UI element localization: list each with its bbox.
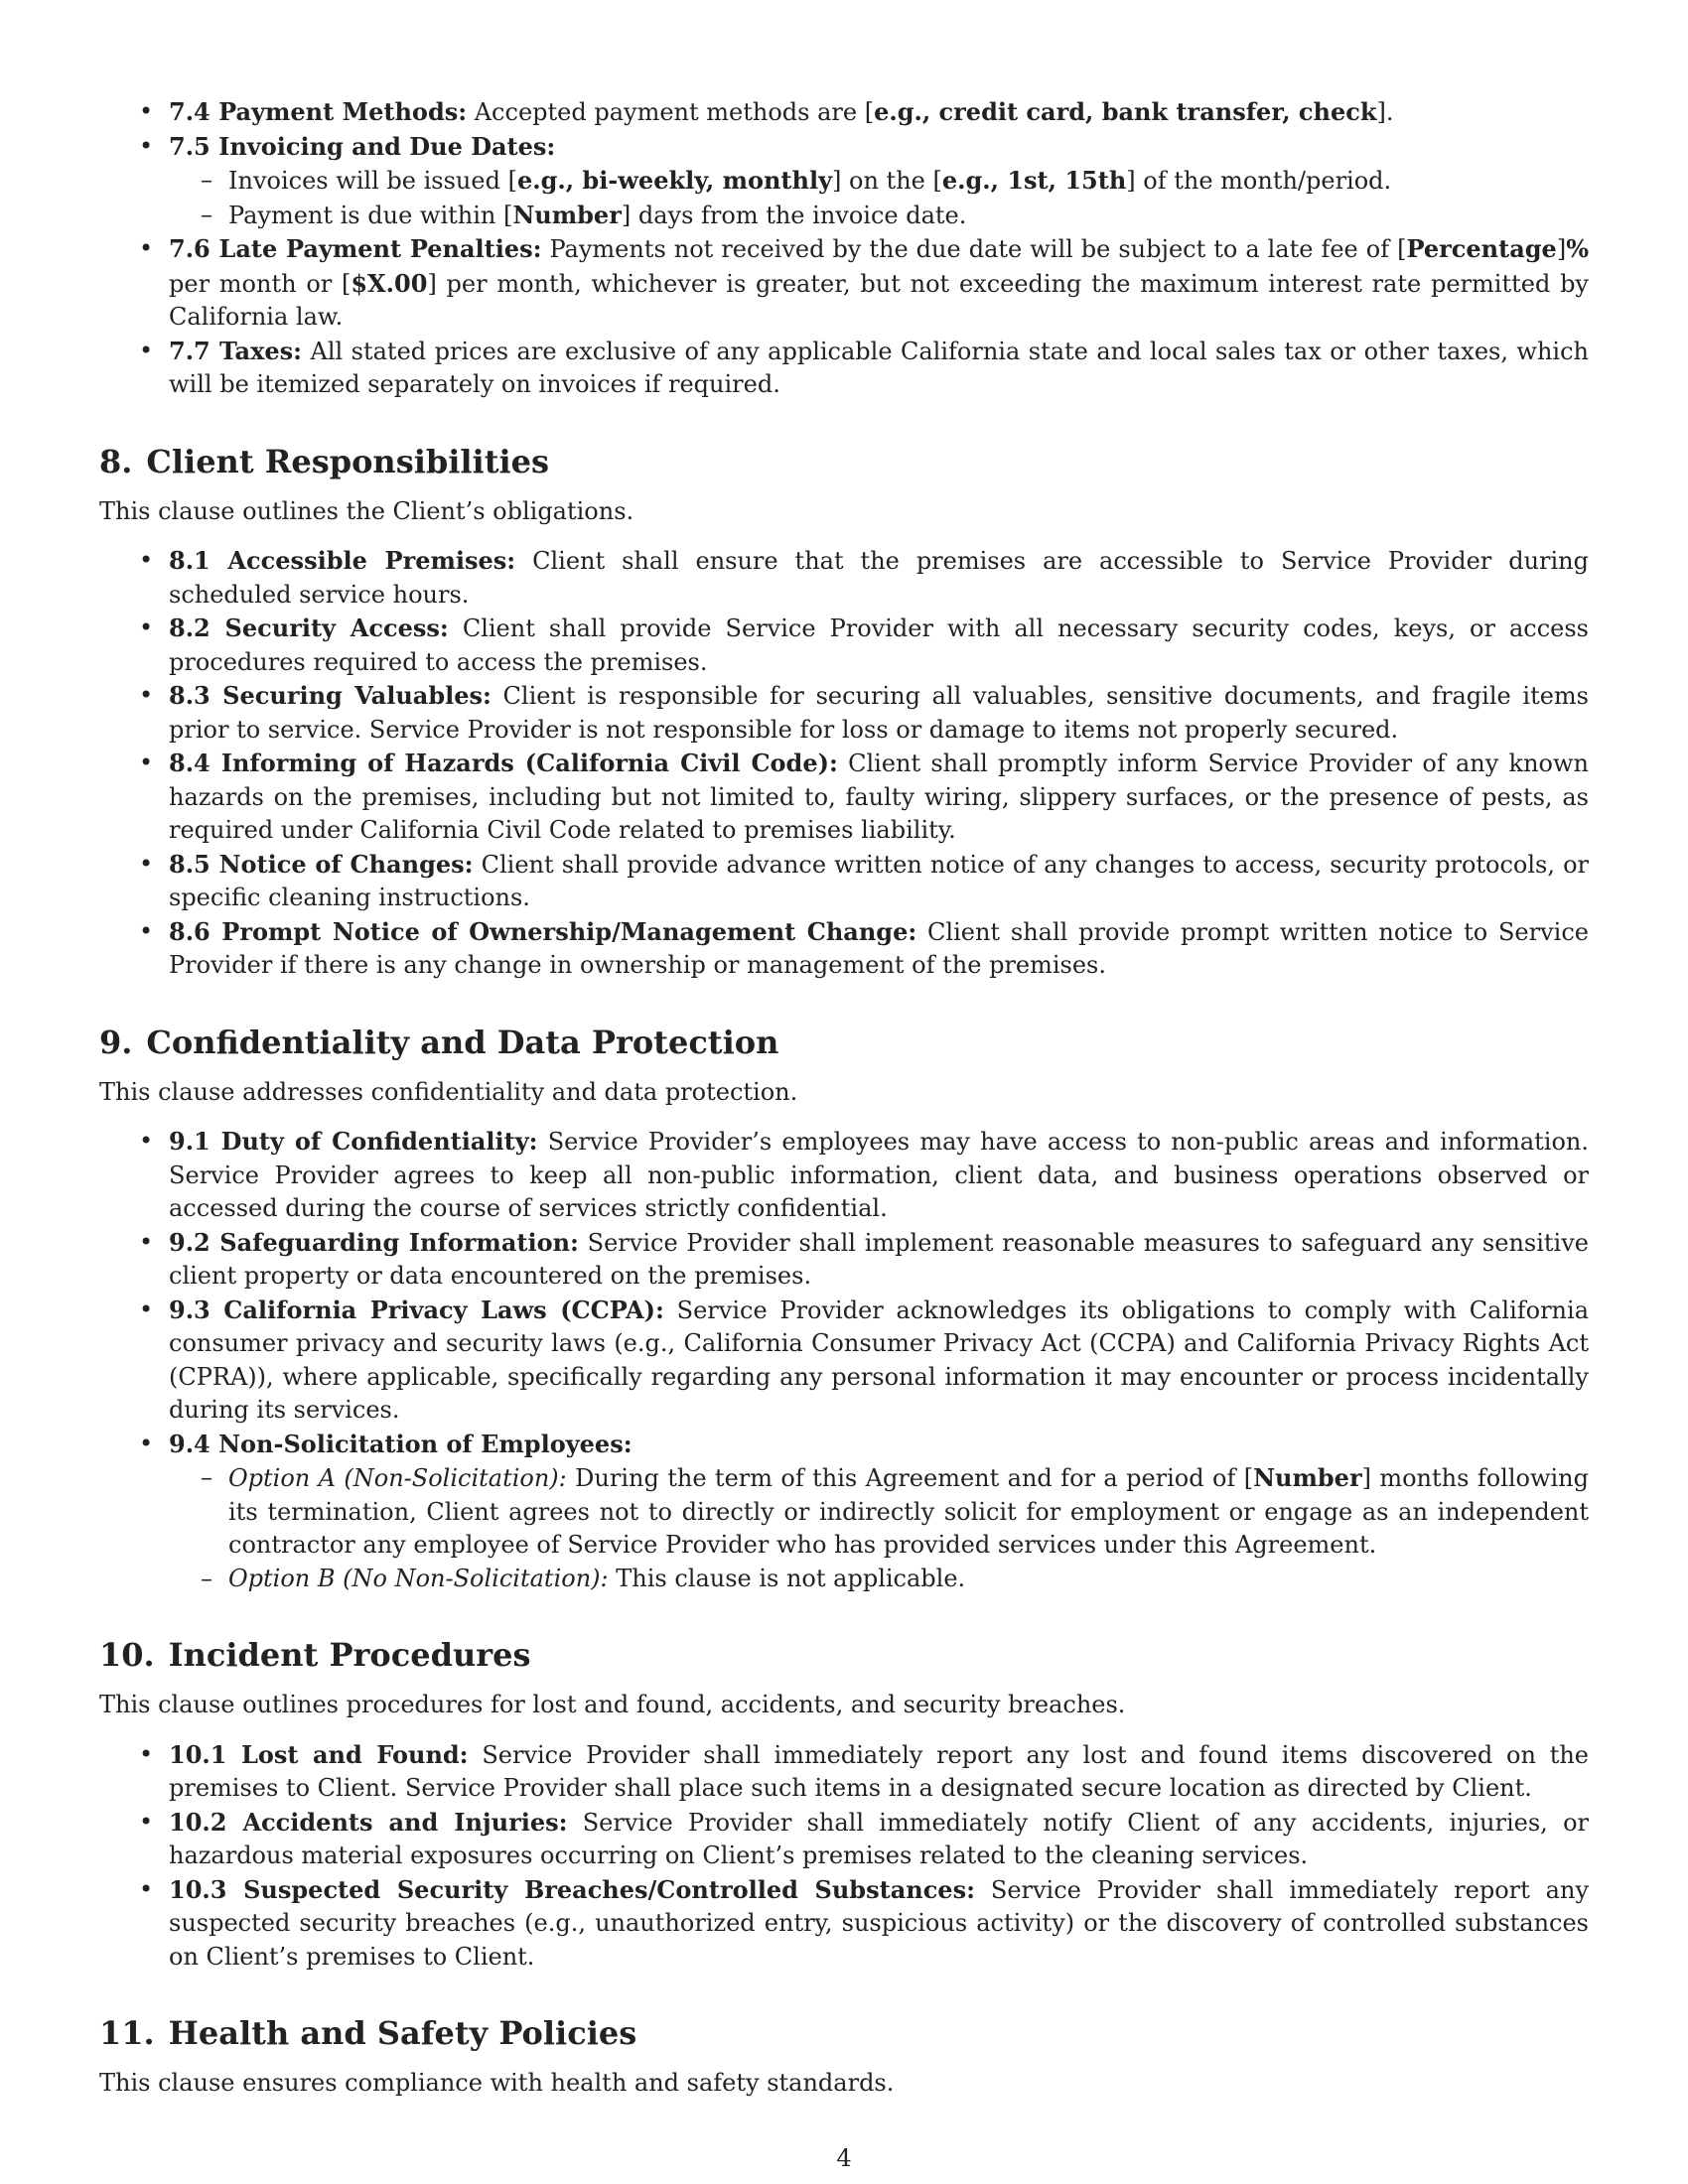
clause-text: Invoices will be issued [ bbox=[228, 167, 517, 195]
clause-label: 10.2 Accidents and Injuries: bbox=[169, 1807, 568, 1837]
clause-10-1 bbox=[99, 1738, 1589, 1806]
section-10-list bbox=[99, 1738, 1589, 1975]
section-number: 10. bbox=[99, 1636, 155, 1674]
clause-7-5-sublist bbox=[169, 164, 1589, 232]
clause-text: This clause is not applicable. bbox=[608, 1564, 966, 1592]
section-7-list bbox=[99, 95, 1589, 402]
clause-label: 8.3 Securing Valuables: bbox=[169, 681, 492, 710]
placeholder-text: Number bbox=[512, 200, 622, 229]
clause-text: Payment is due within [ bbox=[228, 201, 513, 229]
section-number: 8. bbox=[99, 442, 133, 480]
clause-text: ]. bbox=[1376, 98, 1394, 126]
clause-7-5 bbox=[99, 130, 1589, 233]
clause-7-7 bbox=[99, 335, 1589, 402]
section-11-intro: This clause ensures compliance with health and safety standards. bbox=[99, 2069, 895, 2097]
clause-8-2 bbox=[99, 612, 1589, 679]
clause-label: 9.1 Duty of Confidentiality: bbox=[169, 1127, 538, 1156]
clause-7-4 bbox=[99, 95, 1589, 130]
clause-label: 9.4 Non-Solicitation of Employees: bbox=[169, 1429, 633, 1458]
clause-text: Service Provider shall implement reasonable measures to safeguard any sensitive client property or data encountered on the premises. bbox=[169, 1228, 1589, 1290]
clause-label: 9.3 California Privacy Laws (CCPA): bbox=[169, 1295, 664, 1324]
section-title: Client Responsibilities bbox=[146, 442, 550, 480]
section-10-heading bbox=[99, 1635, 1589, 1675]
clause-7-6 bbox=[99, 232, 1589, 335]
clause-9-1 bbox=[99, 1125, 1589, 1226]
placeholder-text: $X.00 bbox=[351, 268, 428, 298]
page-number: 4 bbox=[836, 2144, 852, 2172]
sub-item bbox=[169, 199, 1589, 233]
clause-label: 7.5 Invoicing and Due Dates: bbox=[169, 131, 556, 161]
clause-10-3 bbox=[99, 1873, 1589, 1975]
placeholder-text: Percentage bbox=[1406, 234, 1557, 263]
section-8-list bbox=[99, 544, 1589, 983]
clause-text: Service Provider’s employees may have access to non-public areas and information. Service Provider agrees to keep all non-public information, client data, and business operations observed or accessed during the course of services strictly confidential. bbox=[169, 1128, 1589, 1222]
sub-item bbox=[169, 164, 1589, 199]
clause-text: ] bbox=[1556, 235, 1567, 263]
section-title: Health and Safety Policies bbox=[168, 2014, 637, 2052]
placeholder-text: e.g., 1st, 15th bbox=[941, 166, 1127, 195]
clause-text: ] of the month/period. bbox=[1126, 167, 1392, 195]
placeholder-text: e.g., credit card, bank transfer, check bbox=[874, 97, 1377, 126]
clause-label: 9.2 Safeguarding Information: bbox=[169, 1227, 579, 1257]
clause-text: Client shall provide prompt written notice to Service Provider if there is any change in ownership or management of the premises. bbox=[169, 917, 1589, 979]
clause-9-4 bbox=[99, 1428, 1589, 1596]
clause-text: Service Provider acknowledges its obligations to comply with California consumer privacy and security laws (e.g., California Consumer Privacy Act (CCPA) and California Privacy Rights Act (CPRA)), where applicable, specifically regarding any personal information it may encounter or process incidentally during its services. bbox=[169, 1296, 1590, 1424]
clause-8-6 bbox=[99, 915, 1589, 983]
section-9-list bbox=[99, 1125, 1589, 1595]
section-number: 11. bbox=[99, 2014, 155, 2052]
placeholder-text: Number bbox=[1253, 1463, 1362, 1492]
option-label: Option B (No Non-Solicitation): bbox=[228, 1564, 609, 1592]
document-page bbox=[99, 95, 1589, 2101]
clause-text: ] on the [ bbox=[832, 167, 942, 195]
placeholder-text: e.g., bi-weekly, monthly bbox=[516, 166, 833, 195]
clause-10-2 bbox=[99, 1806, 1589, 1873]
clause-label: 7.7 Taxes: bbox=[169, 336, 303, 365]
section-title: Confidentiality and Data Protection bbox=[146, 1023, 779, 1061]
clause-8-5 bbox=[99, 848, 1589, 915]
section-11-heading bbox=[99, 2013, 1589, 2053]
clause-label: 10.1 Lost and Found: bbox=[169, 1739, 469, 1769]
clause-text: ] per month, whichever is greater, but not exceeding the maximum interest rate permitted by California law. bbox=[169, 269, 1589, 331]
clause-8-3 bbox=[99, 679, 1589, 747]
clause-9-4-sublist bbox=[169, 1461, 1589, 1595]
section-number: 9. bbox=[99, 1023, 133, 1061]
clause-text: Accepted payment methods are [ bbox=[467, 98, 875, 126]
clause-text: Payments not received by the due date will be subject to a late fee of [ bbox=[541, 235, 1407, 263]
clause-text: Client is responsible for securing all valuables, sensitive documents, and fragile items prior to service. Service Provider is not responsible for loss or damage to items not properly secured. bbox=[169, 682, 1589, 744]
clause-text: Client shall provide Service Provider with all necessary security codes, keys, or access procedures required to access the premises. bbox=[169, 614, 1590, 676]
clause-text: ] months following its termination, Client agrees not to directly or indirectly solicit for employment or engage as an independent contractor any employee of Service Provider who has provided services under this Agreement. bbox=[228, 1464, 1590, 1559]
clause-text: ] days from the invoice date. bbox=[621, 201, 967, 229]
clause-8-4 bbox=[99, 747, 1589, 848]
clause-label: 7.6 Late Payment Penalties: bbox=[169, 234, 542, 263]
section-8-intro: This clause outlines the Client’s obligations. bbox=[99, 496, 634, 525]
clause-9-2 bbox=[99, 1226, 1589, 1294]
clause-text: All stated prices are exclusive of any applicable California state and local sales tax or other taxes, which will be itemized separately on invoices if required. bbox=[169, 337, 1590, 398]
clause-text: Service Provider shall immediately notify Client of any accidents, injuries, or hazardous material exposures occurring on Client’s premises related to the cleaning services. bbox=[169, 1808, 1589, 1869]
clause-text: per month or [ bbox=[169, 269, 352, 298]
clause-label: 8.6 Prompt Notice of Ownership/Management Change: bbox=[169, 916, 917, 946]
option-a bbox=[169, 1461, 1589, 1563]
section-8-heading bbox=[99, 442, 1589, 481]
clause-text: Client shall promptly inform Service Provider of any known hazards on the premises, including but not limited to, faulty wiring, slippery surfaces, or the presence of pests, as required under California Civil Code related to premises liability. bbox=[169, 750, 1589, 844]
placeholder-text: % bbox=[1566, 234, 1589, 263]
section-10-intro: This clause outlines procedures for lost and found, accidents, and security breaches. bbox=[99, 1691, 1126, 1718]
clause-label: 8.1 Accessible Premises: bbox=[169, 546, 516, 575]
section-9-heading bbox=[99, 1023, 1589, 1062]
option-b bbox=[169, 1563, 1589, 1596]
clause-text: Service Provider shall immediately report any lost and found items discovered on the premises to Client. Service Provider shall place such items in a designated secure location as directed by Client. bbox=[169, 1740, 1589, 1802]
clause-text: Client shall provide advance written notice of any changes to access, security protocols, or specific cleaning instructions. bbox=[169, 850, 1590, 911]
clause-label: 8.5 Notice of Changes: bbox=[169, 849, 474, 879]
clause-label: 8.4 Informing of Hazards (California Civil Code): bbox=[169, 749, 838, 777]
clause-label: 8.2 Security Access: bbox=[169, 614, 449, 642]
clause-8-1 bbox=[99, 544, 1589, 612]
clause-label: 7.4 Payment Methods: bbox=[169, 97, 468, 126]
option-label: Option A (Non-Solicitation): bbox=[228, 1464, 567, 1492]
clause-text: Client shall ensure that the premises are accessible to Service Provider during scheduled service hours. bbox=[169, 547, 1589, 609]
clause-9-3 bbox=[99, 1294, 1589, 1428]
clause-text: During the term of this Agreement and for a period of [ bbox=[566, 1464, 1254, 1492]
section-title: Incident Procedures bbox=[168, 1636, 531, 1674]
section-9-intro: This clause addresses confidentiality and data protection. bbox=[99, 1077, 798, 1106]
clause-label: 10.3 Suspected Security Breaches/Controlled Substances: bbox=[169, 1874, 975, 1904]
clause-text: Service Provider shall immediately report any suspected security breaches (e.g., unauthorized entry, suspicious activity) or the discovery of controlled substances on Client’s premises to Client. bbox=[169, 1875, 1589, 1971]
